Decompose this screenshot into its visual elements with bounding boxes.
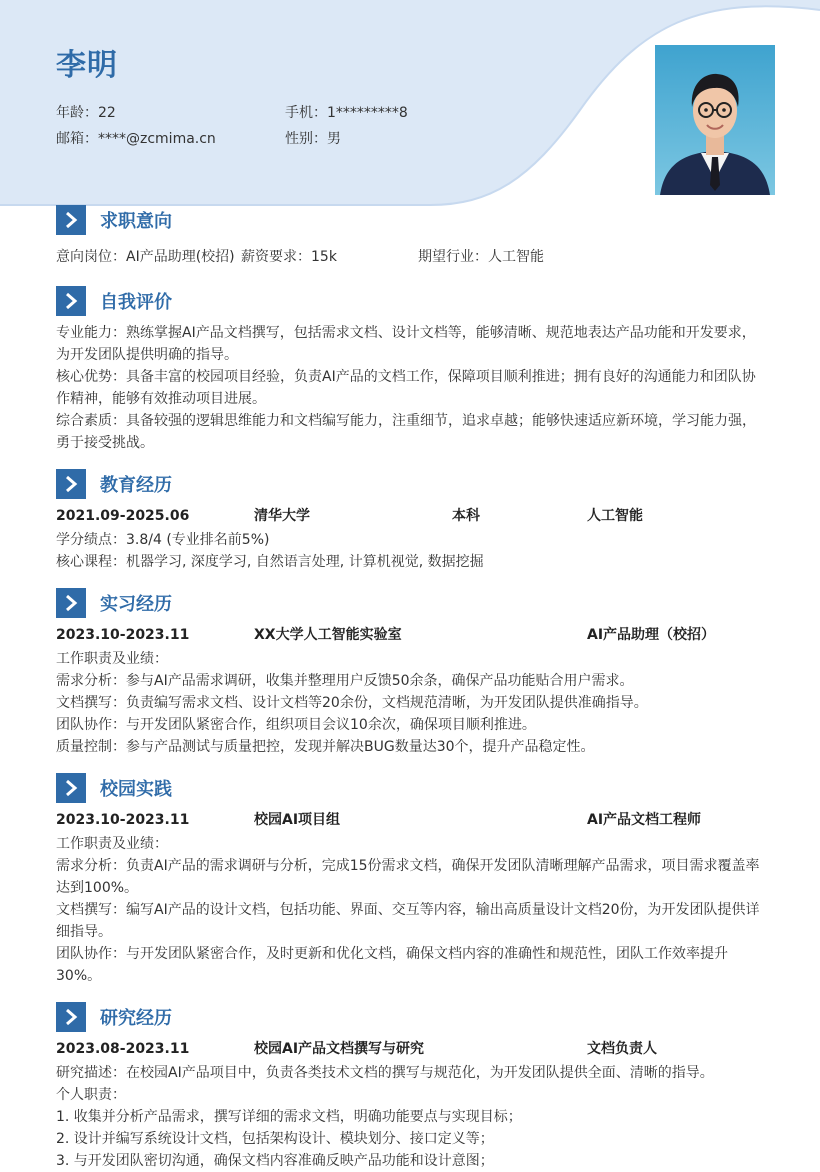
section-title: 实习经历	[100, 594, 172, 615]
education-degree: 本科	[452, 508, 480, 524]
intent-position: 意向岗位：AI产品助理(校招)	[56, 249, 235, 265]
education-date: 2021.09-2025.06	[56, 508, 190, 524]
section-header-self	[56, 285, 172, 317]
phone-info: 手机：1*********8	[285, 105, 408, 121]
education-courses: 核心课程：机器学习, 深度学习, 自然语言处理, 计算机视觉, 数据挖掘	[56, 554, 484, 570]
education-school: 清华大学	[254, 508, 310, 524]
internship-org: XX大学人工智能实验室	[254, 627, 402, 643]
self-eval-paragraph: 专业能力：熟练掌握AI产品文档撰写，包括需求文档、设计文档等，能够清晰、规范地表达产品功能和开发要求，为开发团队提供明确的指导。	[56, 325, 756, 363]
age-info: 年龄：22	[56, 105, 116, 121]
campus-date: 2023.10-2023.11	[56, 812, 190, 828]
internship-item: 团队协作：与开发团队紧密合作，组织项目会议10余次，确保项目顺利推进。	[56, 717, 536, 733]
self-eval-paragraph: 核心优势：具备丰富的校园项目经验，负责AI产品的文档工作，保障项目顺利推进；拥有良好的沟通能力和团队协作精神，能够有效推动项目进展。	[56, 369, 756, 407]
education-major: 人工智能	[587, 508, 643, 524]
research-description: 研究描述：在校园AI产品项目中，负责各类技术文档的撰写与规范化，为开发团队提供全面、清晰的指导。	[56, 1065, 714, 1081]
research-item: 1. 收集并分析产品需求，撰写详细的需求文档，明确功能要点与实现目标；	[56, 1109, 522, 1125]
profile-photo	[655, 45, 775, 195]
gender-info: 性别：男	[285, 131, 341, 147]
section-header-research	[56, 1001, 172, 1033]
internship-item: 文档撰写：负责编写需求文档、设计文档等20余份，文档规范清晰，为开发团队提供准确指导。	[56, 695, 648, 711]
intent-salary: 薪资要求：15k	[241, 249, 337, 265]
research-subtitle: 个人职责：	[56, 1087, 126, 1103]
chevron-right-icon	[56, 286, 86, 316]
internship-subtitle: 工作职责及业绩：	[56, 651, 168, 667]
internship-date: 2023.10-2023.11	[56, 627, 190, 643]
self-eval-paragraph: 综合素质：具备较强的逻辑思维能力和文档编写能力，注重细节，追求卓越；能够快速适应新环境，学习能力强，勇于接受挑战。	[56, 413, 756, 451]
section-title: 求职意向	[100, 211, 172, 232]
section-header-internship	[56, 587, 172, 619]
chevron-right-icon	[56, 205, 86, 235]
section-title: 校园实践	[100, 779, 172, 800]
campus-item: 团队协作：与开发团队紧密合作，及时更新和优化文档，确保文档内容的准确性和规范性，团队工作效率提升30%。	[56, 946, 728, 984]
education-gpa: 学分绩点：3.8/4 (专业排名前5%)	[56, 532, 270, 548]
chevron-right-icon	[56, 588, 86, 618]
research-role: 文档负责人	[587, 1041, 657, 1057]
intent-industry: 期望行业：人工智能	[418, 249, 544, 265]
section-title: 自我评价	[100, 292, 172, 313]
candidate-name: 李明	[56, 48, 118, 83]
section-header-education	[56, 468, 172, 500]
campus-subtitle: 工作职责及业绩：	[56, 836, 168, 852]
section-title: 研究经历	[100, 1008, 172, 1029]
research-project: 校园AI产品文档撰写与研究	[254, 1041, 425, 1057]
campus-item: 文档撰写：编写AI产品的设计文档，包括功能、界面、交互等内容，输出高质量设计文档20份，为开发团队提供详细指导。	[56, 902, 760, 940]
section-title: 教育经历	[100, 475, 172, 496]
internship-role: AI产品助理（校招）	[587, 627, 716, 643]
internship-item: 质量控制：参与产品测试与质量把控，发现并解决BUG数量达30个，提升产品稳定性。	[56, 739, 595, 755]
chevron-right-icon	[56, 773, 86, 803]
research-date: 2023.08-2023.11	[56, 1041, 190, 1057]
internship-item: 需求分析：参与AI产品需求调研，收集并整理用户反馈50余条，确保产品功能贴合用户需求。	[56, 673, 634, 689]
section-header-campus	[56, 772, 172, 804]
campus-role: AI产品文档工程师	[587, 812, 702, 828]
section-header-intent	[56, 204, 172, 236]
campus-item: 需求分析：负责AI产品的需求调研与分析，完成15份需求文档，确保开发团队清晰理解产品需求，项目需求覆盖率达到100%。	[56, 858, 760, 896]
email-info: 邮箱：****@zcmima.cn	[56, 131, 216, 147]
chevron-right-icon	[56, 469, 86, 499]
campus-org: 校园AI项目组	[254, 812, 341, 828]
research-item: 3. 与开发团队密切沟通，确保文档内容准确反映产品功能和设计意图；	[56, 1153, 494, 1169]
research-item: 2. 设计并编写系统设计文档，包括架构设计、模块划分、接口定义等；	[56, 1131, 494, 1147]
chevron-right-icon	[56, 1002, 86, 1032]
